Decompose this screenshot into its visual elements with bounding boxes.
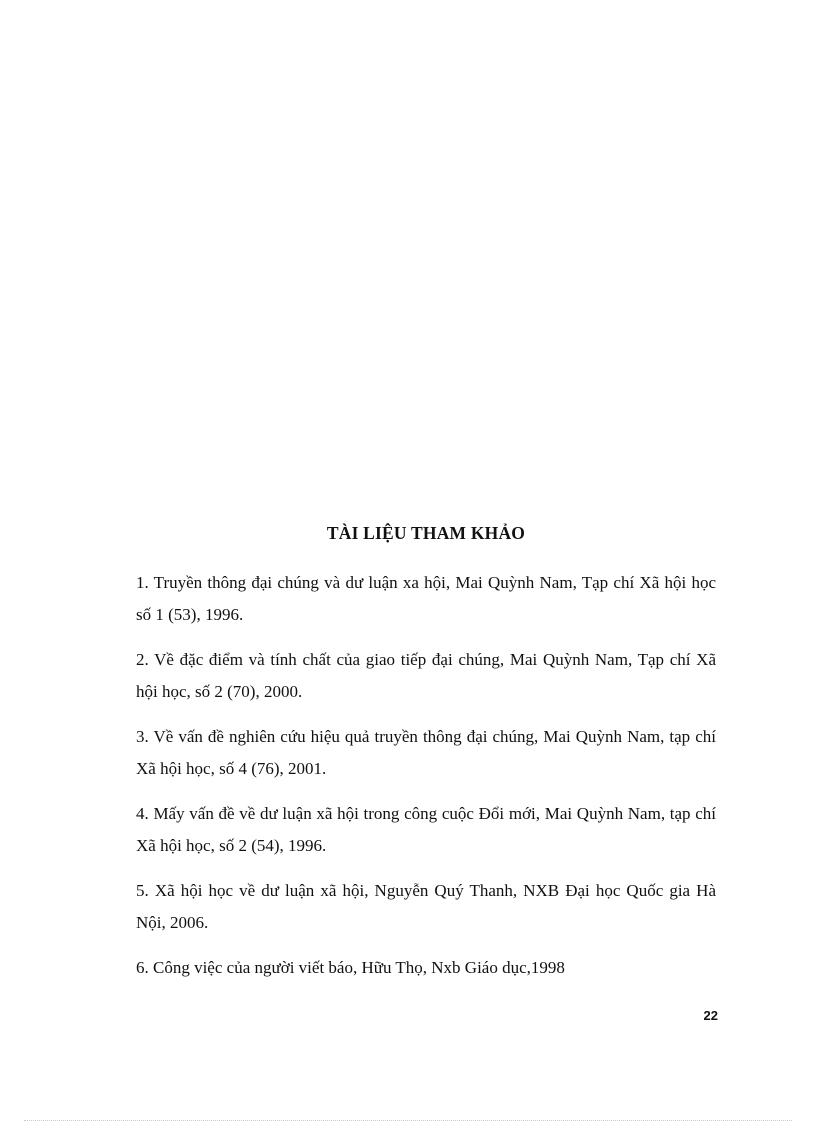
reference-item: 4. Mấy vấn đề về dư luận xã hội trong công cuộc Đổi mới, Mai Quỳnh Nam, tạp chí Xã hội học, số 2 (54), 1996. [136,804,716,855]
reference-item: 1. Truyền thông đại chúng và dư luận xa hội, Mai Quỳnh Nam, Tạp chí Xã hội học số 1 (53), 1996. [136,573,716,624]
reference-item: 6. Công việc của người viết báo, Hữu Thọ, Nxb Giáo dục,1998 [136,958,565,977]
reference-item: 3. Về vấn đề nghiên cứu hiệu quả truyền thông đại chúng, Mai Quỳnh Nam, tạp chí Xã hội học, số 4 (76), 2001. [136,727,716,778]
page-number: 22 [703,1008,718,1023]
references-heading: TÀI LIỆU THAM KHẢO [326,523,526,543]
references-list [136,567,716,997]
reference-item: 2. Về đặc điểm và tính chất của giao tiếp đại chúng, Mai Quỳnh Nam, Tạp chí Xã hội học, số 2 (70), 2000. [136,650,716,701]
reference-item: 5. Xã hội học về dư luận xã hội, Nguyễn Quý Thanh, NXB Đại học Quốc gia Hà Nội, 2006. [136,881,716,932]
page-bottom-dotted-rule [24,1120,792,1121]
